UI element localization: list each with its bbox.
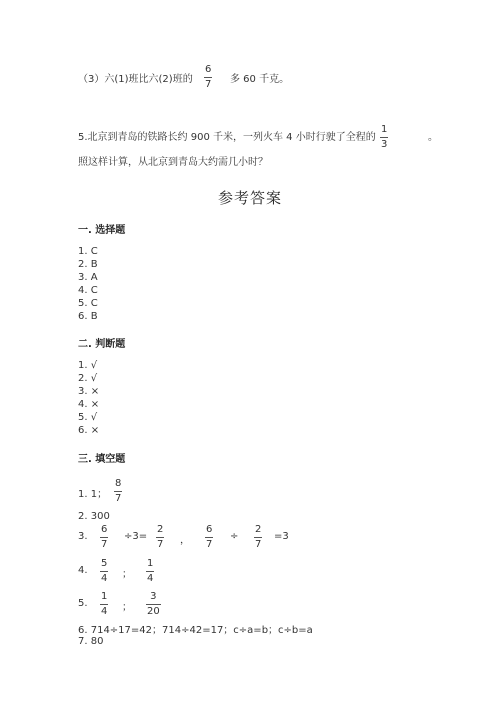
- fill-answer-4-fraction-1: [100, 558, 108, 585]
- q5-line1: 5.北京到青岛的铁路长约 900 千米，一列火车 4 小时行驶了全程的: [78, 132, 376, 143]
- fill-answer-5-label: 5.: [78, 598, 88, 609]
- fraction-numerator: 5: [101, 558, 108, 569]
- section-heading-judge: 二. 判断题: [78, 339, 126, 350]
- q3-suffix: 多 60 千克。: [230, 74, 290, 85]
- fill-answer-5-fraction-2: [146, 591, 161, 618]
- fill-answer-6: 6. 714÷17=42；714÷42=17；c÷a=b；c÷b=a: [78, 625, 313, 636]
- fill-answer-3-fraction-4: [254, 524, 262, 551]
- fill-answer-3-operator-1: ÷3=: [124, 531, 148, 542]
- page-title: 参考答案: [217, 189, 282, 207]
- fraction-bar: [100, 604, 108, 605]
- answer-item: 5. √: [78, 412, 98, 423]
- answer-item: 6. B: [78, 311, 98, 322]
- q3-prefix: （3）六(1)班比六(2)班的: [78, 74, 193, 85]
- answer-item: 5. C: [78, 298, 98, 309]
- q3-fraction: [204, 64, 212, 91]
- answer-item: 3. ×: [78, 386, 100, 397]
- fraction-numerator: 6: [206, 524, 213, 535]
- fraction-numerator: 6: [205, 64, 212, 75]
- fraction-numerator: 2: [255, 524, 262, 535]
- answer-item: 1. √: [78, 360, 98, 371]
- fraction-denominator: 7: [206, 539, 213, 550]
- fraction-denominator: 7: [255, 539, 262, 550]
- fraction-denominator: 7: [157, 539, 164, 550]
- fraction-denominator: 4: [147, 573, 154, 584]
- fraction-numerator: 1: [101, 591, 108, 602]
- fill-answer-5-separator: ；: [122, 602, 132, 613]
- answer-item: 6. ×: [78, 425, 100, 436]
- fill-answer-4-fraction-2: [146, 558, 154, 585]
- fraction-denominator: 7: [101, 539, 108, 550]
- answer-item: 2. B: [78, 259, 98, 270]
- q5-fraction: [380, 124, 388, 151]
- fraction-denominator: 7: [205, 79, 212, 90]
- fill-answer-1-label: 1. 1；: [78, 489, 108, 500]
- fill-answer-2: 2. 300: [78, 511, 110, 522]
- fraction-numerator: 3: [150, 591, 157, 602]
- fraction-denominator: 7: [115, 493, 122, 504]
- q5-line2: 照这样计算，从北京到青岛大约需几小时？: [78, 157, 268, 168]
- fill-answer-3-fraction-1: [100, 524, 108, 551]
- fraction-bar: [146, 571, 154, 572]
- fill-answer-3-operator-2: ÷: [230, 531, 239, 542]
- fraction-numerator: 1: [381, 124, 388, 135]
- answer-item: 3. A: [78, 272, 98, 283]
- fill-answer-4-separator: ；: [122, 569, 132, 580]
- fraction-bar: [146, 604, 161, 605]
- fill-answer-3-fraction-3: [205, 524, 213, 551]
- fill-answer-5-fraction-1: [100, 591, 108, 618]
- fill-answer-3-separator: ，: [180, 535, 190, 546]
- fill-answer-7: 7. 80: [78, 636, 104, 647]
- fraction-bar: [205, 537, 213, 538]
- fraction-bar: [254, 537, 262, 538]
- fraction-bar: [380, 137, 388, 138]
- section-heading-fill: 三. 填空题: [78, 454, 126, 465]
- fraction-bar: [100, 571, 108, 572]
- fraction-denominator: 3: [381, 139, 388, 150]
- fraction-numerator: 8: [115, 478, 122, 489]
- fraction-bar: [204, 77, 212, 78]
- fraction-bar: [100, 537, 108, 538]
- fill-answer-4-label: 4.: [78, 565, 88, 576]
- fill-answer-3-result: =3: [274, 531, 289, 542]
- section-heading-choice: 一. 选择题: [78, 225, 126, 236]
- fraction-numerator: 2: [157, 524, 164, 535]
- fraction-denominator: 4: [101, 573, 108, 584]
- answer-item: 1. C: [78, 246, 98, 257]
- fraction-denominator: 4: [101, 606, 108, 617]
- fill-answer-3-fraction-2: [156, 524, 164, 551]
- answer-item: 2. √: [78, 373, 98, 384]
- fraction-numerator: 6: [101, 524, 108, 535]
- answer-item: 4. C: [78, 285, 98, 296]
- answer-item: 4. ×: [78, 399, 100, 410]
- fraction-bar: [114, 491, 122, 492]
- fraction-numerator: 1: [147, 558, 154, 569]
- fill-answer-1-fraction: [114, 478, 122, 505]
- q5-end-mark: 。: [428, 132, 438, 143]
- fraction-bar: [156, 537, 164, 538]
- fill-answer-3-label: 3.: [78, 531, 88, 542]
- fraction-denominator: 20: [147, 606, 160, 617]
